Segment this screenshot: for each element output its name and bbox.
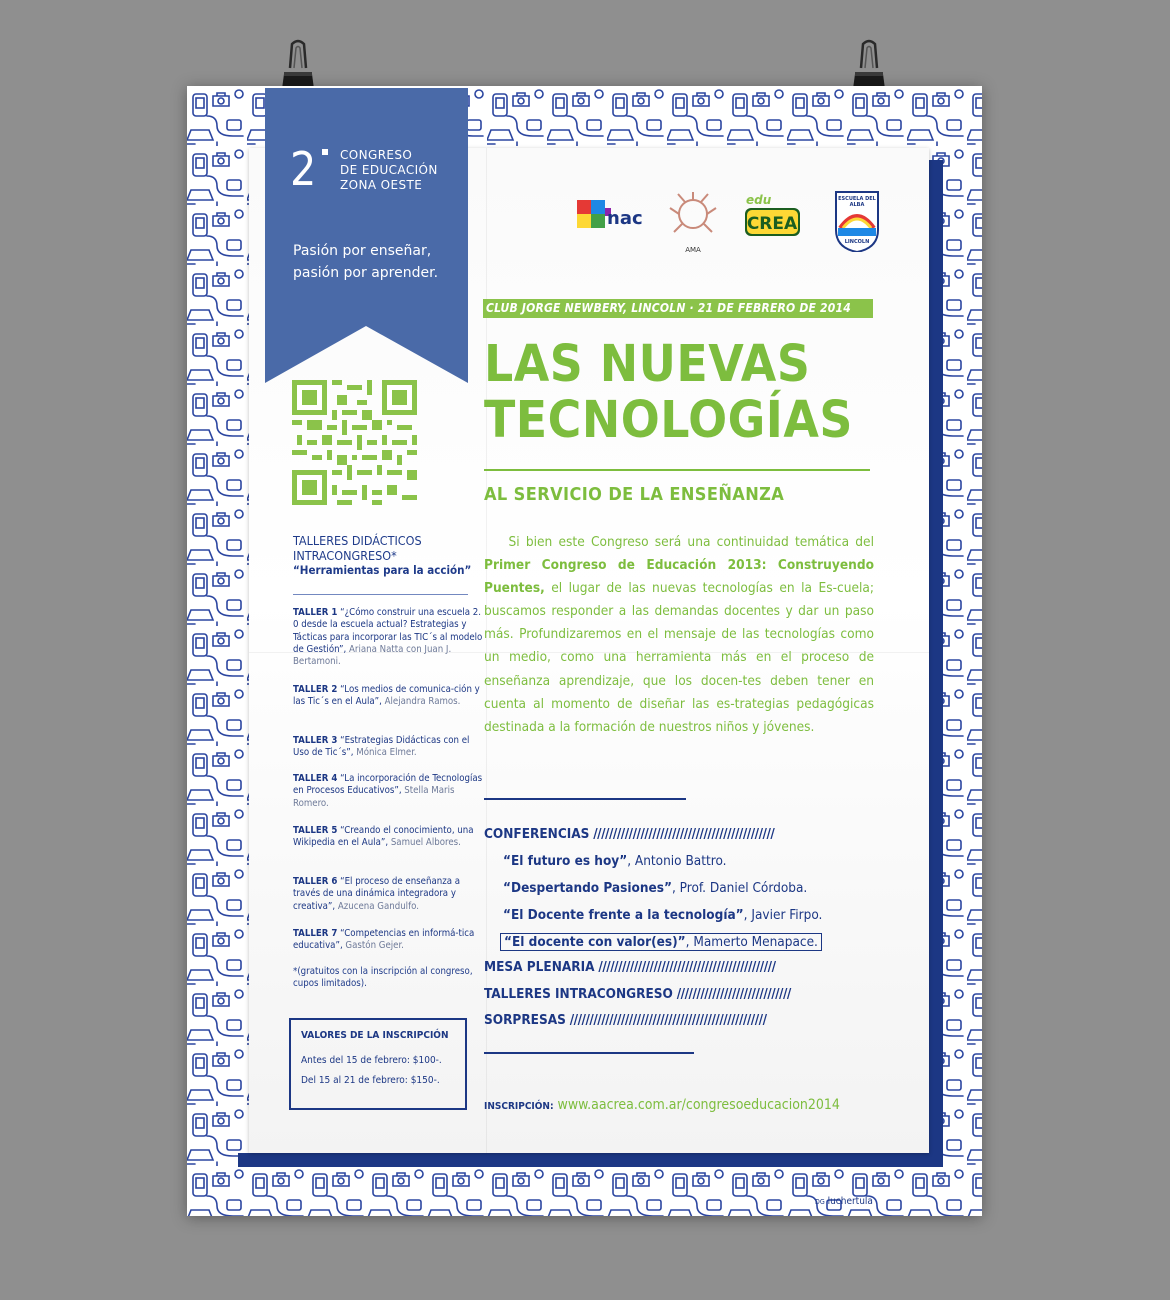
congress-tagline: Pasión por enseñar, pasión por aprender. <box>293 243 439 281</box>
edition-degree-mark <box>322 149 328 155</box>
valores-title: VALORES DE LA INSCRIPCIÓN <box>301 1030 449 1041</box>
svg-text:edu: edu <box>746 193 772 207</box>
inscripcion-line: INSCRIPCIÓN: www.aacrea.com.ar/congresoeducacion2014 <box>484 1097 840 1113</box>
talleres-footnote: *(gratuitos con la inscripción al congreso, cupos limitados). <box>293 966 473 990</box>
valores-box <box>289 1018 467 1110</box>
taller-item: TALLER 4 “La incorporación de Tecnologías en Procesos Educativos”, Stella Maris Romero. <box>293 773 483 809</box>
divider <box>484 469 870 471</box>
valores-row: Antes del 15 de febrero: $100-. <box>301 1055 442 1066</box>
taller-item: TALLER 5 “Creando el conocimiento, una Wikipedia en el Aula”, Samuel Albores. <box>293 825 474 849</box>
venue-text: CLUB JORGE NEWBERY, LINCOLN · 21 DE FEBRERO DE 2014 <box>486 301 851 315</box>
taller-item: TALLER 1 “¿Cómo construir una escuela 2. 0 desde la escuela actual? Estrategias y Tácticas para incorporar las TIC´s al modelo de Gestión”, Ariana Natta con Juan J. Bertamoni. <box>293 607 483 668</box>
edition-number: 2 <box>290 142 317 196</box>
svg-text:nac: nac <box>607 208 643 229</box>
divider <box>293 594 468 595</box>
taller-item: TALLER 6 “El proceso de enseñanza a través de una dinámica integradora y creativa”, Azucena Gandulfo. <box>293 876 461 912</box>
nac-logo <box>575 190 655 240</box>
conference-item: “El futuro es hoy”, Antonio Battro. <box>503 853 727 869</box>
valores-row: Del 15 al 21 de febrero: $150-. <box>301 1075 440 1086</box>
program-mesa-plenaria: MESA PLENARIA ///////////////////////////////////////////// <box>484 959 776 975</box>
divider <box>484 798 686 800</box>
program-talleres: TALLERES INTRACONGRESO ///////////////////////////// <box>484 986 791 1002</box>
svg-text:CREA: CREA <box>746 214 798 234</box>
svg-text:LINCOLN: LINCOLN <box>844 239 870 245</box>
conference-item: “El Docente frente a la tecnología”, Javier Firpo. <box>503 907 823 923</box>
designer-credit: DG luchertula <box>815 1196 873 1207</box>
svg-text:ALBA: ALBA <box>849 202 865 208</box>
divider <box>484 1052 694 1054</box>
intro-paragraph: Si bien este Congreso será una continuidad temática del Primer Congreso de Educación 2013: Construyendo Puentes, el lugar de las nuevas tecnologías en la Es-cuela; buscamos responder a las demandas docentes y dar un paso más. Profundizaremos en el mensaje de las tecnologías como un medio, como una herramienta más en el proceso de enseñanza aprendizaje, que los docen-tes deben tener en cuenta al momento de diseñar las es-trategias pedagógicas destinada a la formación de nuestros niños y jóvenes. <box>484 534 874 735</box>
taller-item: TALLER 2 “Los medios de comunica-ción y las Tic´s en el Aula”, Alejandra Ramos. <box>293 684 480 708</box>
svg-text:ESCUELA DEL: ESCUELA DEL <box>838 196 876 202</box>
escuela-del-alba-logo <box>832 190 882 252</box>
congress-title: CONGRESO DE EDUCACIÓN ZONA OESTE <box>340 148 438 192</box>
program-sorpresas: SORPRESAS ////////////////////////////////////////////////// <box>484 1012 767 1028</box>
educrea-logo <box>742 190 802 242</box>
taller-item: TALLER 7 “Competencias en informá-tica educativa”, Gastón Gejer. <box>293 928 475 952</box>
ama-logo <box>668 190 718 258</box>
program-conferencias: CONFERENCIAS ////////////////////////////////////////////// <box>484 826 775 842</box>
talleres-subheading: “Herramientas para la acción” <box>293 563 472 577</box>
svg-text:AMA: AMA <box>685 246 701 254</box>
conference-item: “Despertando Pasiones”, Prof. Daniel Córdoba. <box>503 880 808 896</box>
talleres-heading: TALLERES DIDÁCTICOS INTRACONGRESO* “Herramientas para la acción” <box>293 533 483 578</box>
venue-bar <box>483 299 873 318</box>
taller-item: TALLER 3 “Estrategias Didácticas con el Uso de Tic´s”, Mónica Elmer. <box>293 735 470 759</box>
conference-item: “El docente con valor(es)”, Mamerto Menapace. <box>500 933 822 951</box>
registration-link[interactable]: www.aacrea.com.ar/congresoeducacion2014 <box>553 1097 840 1113</box>
qr-code[interactable] <box>292 380 417 505</box>
ribbon-banner <box>265 88 468 383</box>
main-subtitle: AL SERVICIO DE LA ENSEÑANZA <box>484 484 785 505</box>
sheet-backing-tab <box>238 1153 278 1167</box>
main-headline: LAS NUEVAS TECNOLOGÍAS <box>484 335 853 450</box>
